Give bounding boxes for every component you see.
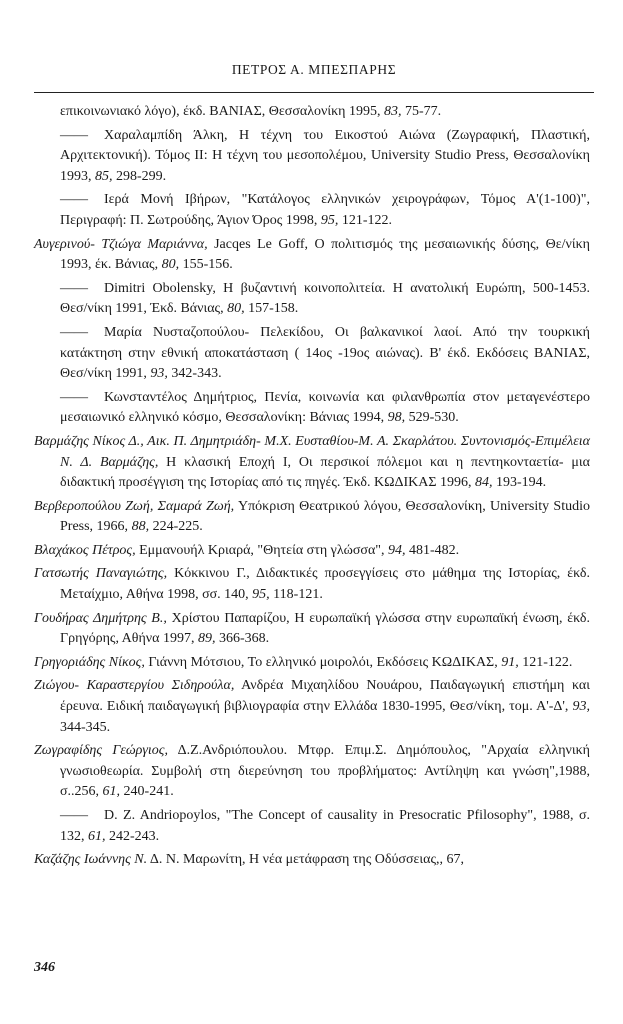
bibliography-body [34, 102, 590, 874]
entry-text: Η κλασική Εποχή Ι, Οι περσικοί πόλεμοι και η πεντηκονταετία- μια διδακτική προσέγγιση της Ιστορίας από τις πηγές. Έκδ. ΚΩΔΙΚΑΣ 1996, [60, 454, 591, 491]
entry-pages: 157-158. [244, 301, 299, 317]
ditto-dash: —— [60, 389, 88, 405]
bibliography-entry [34, 323, 590, 385]
entry-pages: 155-156. [179, 257, 233, 273]
entry-pages: 121-122. [518, 654, 573, 670]
entry-text: Χρίστου Παπαρίζου, Η ευρωπαϊκή γλώσσα στην ευρωπαϊκή ένωση, έκδ. Γρηγόρης, Αθήνα 1997, [60, 610, 590, 647]
entry-text: Ιερά Μονή Ιβήρων, "Κατάλογος ελληνικών χειρογράφων, Τόμος Α'(1-100)", Περιγραφή: Π. Σωτρούδης, Άγιον Όρος 1998, [60, 192, 590, 228]
entry-author: Γρηγοριάδης Νίκος, [34, 654, 145, 670]
entry-issue: 93, [572, 699, 590, 715]
entry-issue: 91, [501, 654, 519, 670]
bibliography-entry [34, 541, 590, 562]
bibliography-entry [34, 850, 590, 871]
page-number: 346 [34, 960, 55, 975]
entry-text: Dimitri Obolensky, Η βυζαντινή κοινοπολιτεία. Η ανατολική Ευρώπη, 500-1453. Θεσ/νίκη 1991, Έκδ. Βάνιας, [60, 280, 590, 317]
bibliography-entry [34, 806, 590, 847]
entry-pages: 298-299. [112, 168, 167, 184]
entry-author: Βαρμάζης Νίκος Δ., Αικ. Π. Δημητριάδη- Μ.Χ. Ευσταθίου-Μ. Α. Σκαρλάτου. Συντονισμός-Επιμέλεια Ν. Δ. Βαρμάζης, [34, 433, 590, 470]
entry-author: Γουδήρας Δημήτρης Β., [34, 610, 167, 626]
entry-text: Ανδρέα Μιχαηλίδου Νουάρου, Παιδαγωγική επιστήμη και έρευνα. Ειδική παιδαγωγική βιβλιογραφία στην Ελλάδα 1830-1995, Θεσ/νίκη, τομ. Α'-Δ', [60, 678, 590, 715]
ditto-dash: —— [60, 808, 88, 823]
entry-text: Κωνσταντέλος Δημήτριος, Πενία, κοινωνία και φιλανθρωπία στον μεταγενέστερο μεσαιωνικό ελληνικό κόσμο, Θεσσαλονίκη: Βάνιας 1994, [60, 389, 590, 426]
entry-text: Χαραλαμπίδη Άλκη, Η τέχνη του Εικοστού Αιώνα (Ζωγραφική, Πλαστική, Αρχιτεκτονική). Τόμος ΙΙ: Η τέχνη του μεσοπολέμου, University Studio Press, Θεσσαλονίκη 1993, [60, 127, 590, 184]
entry-text: Μαρία Νυσταζοπούλου- Πελεκίδου, Οι βαλκανικοί λαοί. Από την τουρκική κατάκτηση στην εθνική αποκατάσταση ( 14ος -19ος αιώνας). Β' έκδ. Εκδόσεις ΒΑΝΙΑΣ, Θεσ/νίκη 1991, [60, 324, 590, 382]
bibliography-entry [34, 190, 590, 231]
entry-issue: 88, [131, 519, 150, 535]
entry-text: Υπόκριση Θεατρικού λόγου, Θεσσαλονίκη, University Studio Press, 1966, [60, 498, 590, 535]
bibliography-entry [34, 564, 590, 605]
entry-issue: 98, [387, 410, 406, 426]
bibliography-entry [34, 432, 590, 494]
entry-text: Γιάννη Μότσιου, Το ελληνικό μοιρολόι, Εκδόσεις ΚΩΔΙΚΑΣ, [144, 654, 502, 670]
ditto-dash: —— [60, 324, 88, 340]
entry-author: Αυγερινού- Τζιώγα Μαριάννα, [34, 236, 208, 252]
entry-issue: 85, [95, 168, 113, 184]
entry-pages: 366-368. [215, 631, 270, 647]
entry-issue: 94, [388, 542, 406, 558]
entry-author: Ζωγραφίδης Γεώργιος, [34, 743, 168, 759]
bibliography-entry [34, 102, 590, 123]
bibliography-entry [34, 676, 590, 738]
entry-author: Γατσωτής Παναγιώτης, [34, 566, 168, 582]
entry-pages: 481-482. [405, 542, 460, 558]
entry-pages: 529-530. [405, 410, 459, 426]
running-head: ΠΕΤΡΟΣ Α. ΜΠΕΣΠΑΡΗΣ [231, 62, 397, 77]
bibliography-entry [34, 126, 590, 188]
header-rule [34, 92, 594, 93]
entry-pages: 121-122. [338, 212, 392, 228]
entry-author: Βλαχάκος Πέτρος, [34, 542, 136, 558]
entry-issue: 84, [475, 475, 493, 491]
entry-author: Ζιώγου- Καραστεργίου Σιδηρούλα, [34, 678, 235, 694]
bibliography-entry [34, 279, 590, 320]
entry-pages: 193-194. [492, 475, 547, 491]
entry-issue: 80, [161, 257, 180, 273]
entry-issue: 95, [252, 587, 270, 603]
ditto-dash: —— [60, 280, 88, 296]
bibliography-entry [34, 497, 590, 538]
entry-issue: 93, [150, 366, 168, 382]
entry-issue: 61, [88, 828, 106, 844]
ditto-dash: —— [60, 127, 88, 143]
entry-text: Δ. Ν. Μαρωνίτη, Η νέα μετάφραση της Οδύσσειας,, 67, [147, 852, 465, 868]
entry-pages: 75-77. [401, 104, 442, 119]
ditto-dash: —— [60, 192, 88, 208]
entry-text: Εμμανουήλ Κριαρά, "Θητεία στη γλώσσα", [135, 542, 388, 558]
bibliography-entry [34, 741, 590, 803]
bibliography-entry [34, 653, 590, 674]
entry-text: Κόκκινου Γ., Διδακτικές προσεγγίσεις στο μάθημα της Ιστορίας, έκδ. Μεταίχμιο, Αθήνα 1998, σσ. 140, [60, 566, 590, 603]
entry-issue: 89, [197, 631, 216, 647]
bibliography-entry [34, 609, 590, 650]
entry-issue: 80, [227, 301, 245, 317]
entry-text: Δ.Ζ.Ανδριόπουλου. Μτφρ. Επιμ.Σ. Δημόπουλος, "Αρχαία ελληνική γνωσιοθεωρία. Συμβολή στη διερεύνηση του προβλήματος: Αντίληψη και γνώση",1988, σ..256, [60, 743, 590, 800]
entry-pages: 242-243. [105, 828, 160, 844]
entry-pages: 342-343. [167, 366, 222, 382]
entry-pages: 118-121. [269, 587, 323, 603]
entry-text: Jacqes Le Goff, Ο πολιτισμός της μεσαιωνικής δύσης, Θε/νίκη 1993, έκ. Βάνιας, [60, 236, 590, 273]
entry-pages: 344-345. [60, 719, 111, 735]
entry-issue: 83, [383, 104, 402, 119]
entry-author: Καζάζης Ιωάννης Ν. [34, 852, 148, 868]
bibliography-entry [34, 235, 590, 276]
entry-pages: 240-241. [120, 784, 174, 800]
entry-text: D. Z. Andriopoylos, "The Concept of causality in Presocratic Pfilosophy", 1988, σ. 132, [60, 808, 590, 844]
entry-text: επικοινωνιακό λόγο), έκδ. ΒΑΝΙΑΣ, Θεσσαλονίκη 1995, [60, 104, 384, 119]
entry-author: Βερβεροπούλου Ζωή, Σαμαρά Ζωή, [34, 498, 235, 514]
entry-pages: 224-225. [149, 519, 203, 535]
entry-issue: 95, [320, 212, 339, 228]
entry-issue: 61, [102, 784, 121, 800]
bibliography-entry [34, 388, 590, 429]
